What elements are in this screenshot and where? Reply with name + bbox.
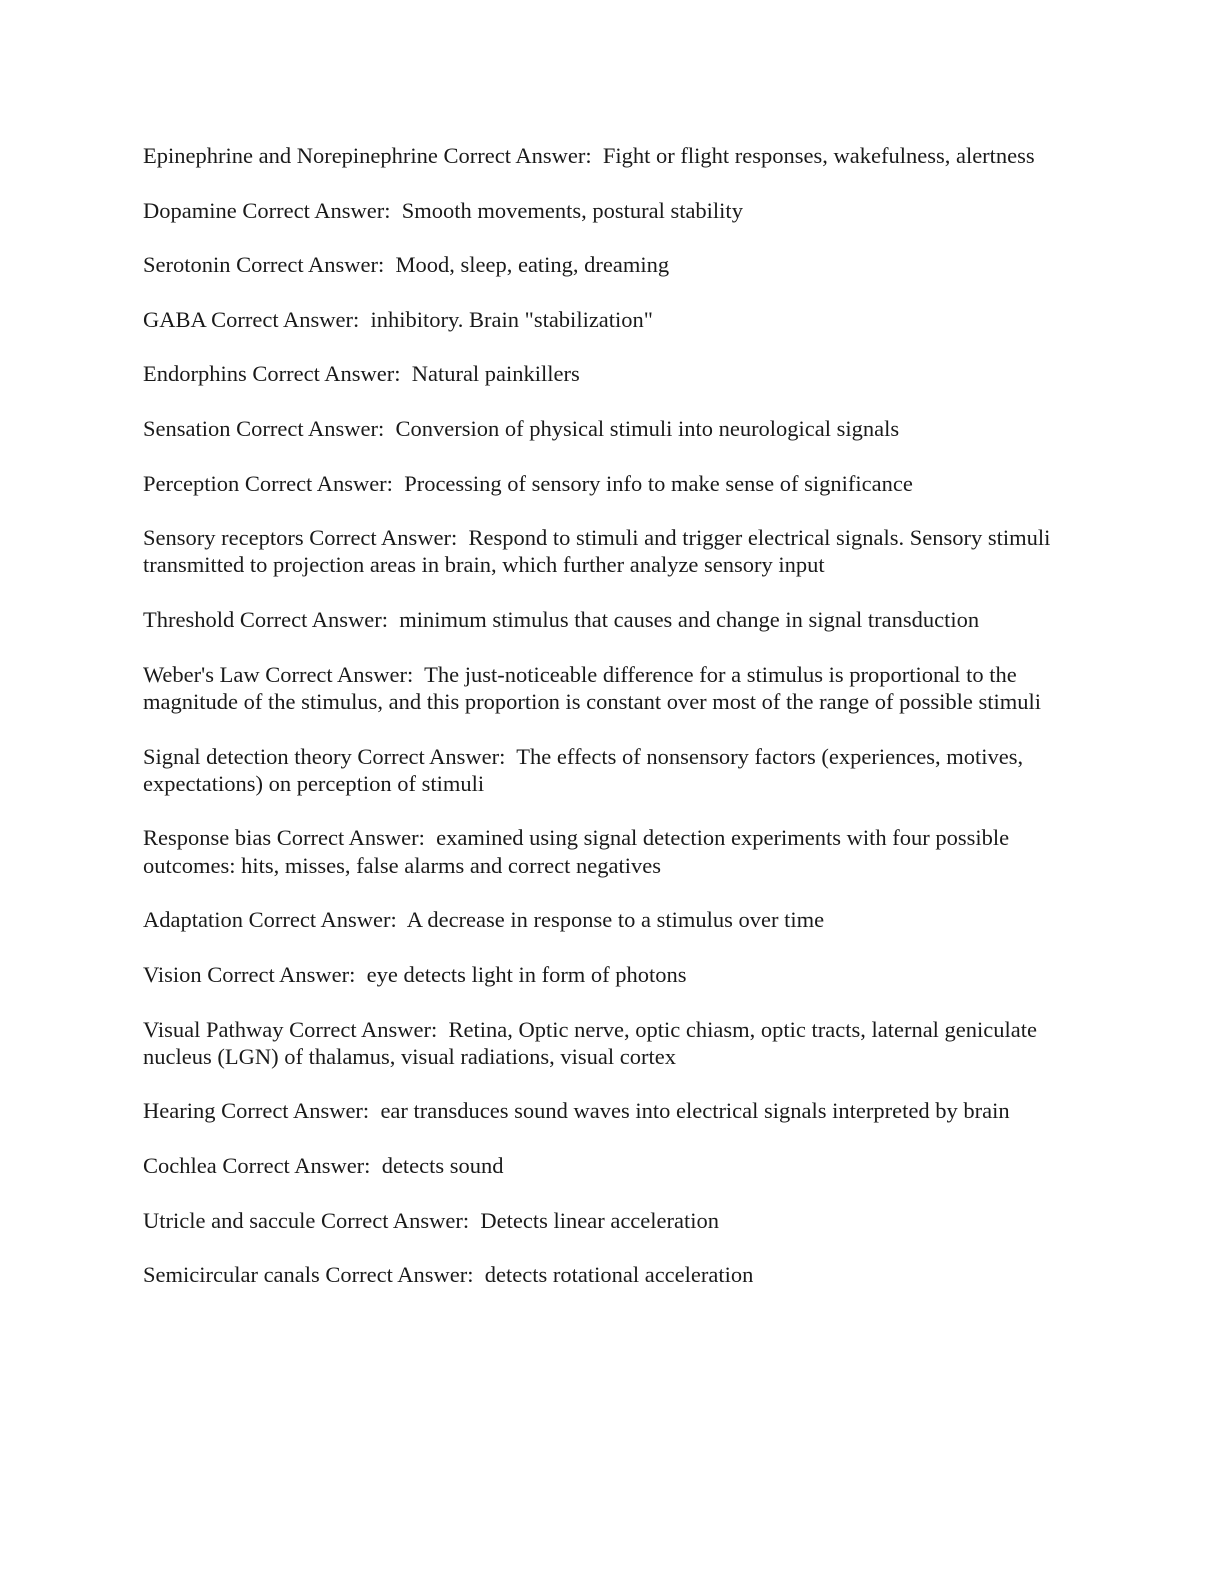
correct-answer-label: Correct Answer:	[319, 1262, 485, 1288]
correct-answer-label: Correct Answer:	[201, 961, 367, 987]
answer-text: detects rotational acceleration	[484, 1262, 754, 1288]
list-item	[143, 606, 1088, 633]
term-text: Semicircular canals	[143, 1262, 320, 1288]
answer-text: examined using signal detection experiments with four possible outcomes: hits, misses, false alarms and correct negatives	[143, 825, 1015, 878]
list-item	[143, 142, 1088, 169]
term-text: Sensation	[143, 415, 231, 441]
answer-text: eye detects light in form of photons	[366, 961, 687, 987]
correct-answer-label: Correct Answer:	[234, 607, 400, 633]
term-text: Visual Pathway	[143, 1016, 284, 1042]
list-item	[143, 824, 1088, 879]
correct-answer-label: Correct Answer:	[351, 743, 517, 769]
term-text: Endorphins	[143, 361, 247, 387]
list-item	[143, 360, 1088, 387]
list-item	[143, 1207, 1088, 1234]
answer-text: ear transduces sound waves into electrical signals interpreted by brain	[380, 1098, 1010, 1124]
correct-answer-label: Correct Answer:	[236, 197, 402, 223]
answer-text: detects sound	[381, 1152, 504, 1178]
term-text: Hearing	[143, 1098, 216, 1124]
term-text: Dopamine	[143, 197, 237, 223]
correct-answer-label: Correct Answer:	[242, 907, 407, 933]
answer-text: Detects linear acceleration	[480, 1207, 719, 1233]
list-item	[143, 961, 1088, 988]
correct-answer-label: Correct Answer:	[215, 1098, 381, 1124]
list-item	[143, 743, 1088, 798]
term-text: Serotonin	[143, 252, 231, 278]
term-text: Response bias	[143, 825, 272, 851]
list-item	[143, 906, 1088, 933]
correct-answer-label: Correct Answer:	[205, 306, 371, 332]
term-text: Signal detection theory	[143, 743, 352, 769]
term-text: Weber's Law	[143, 661, 260, 687]
answer-text: Retina, Optic nerve, optic chiasm, optic tracts, laternal geniculate nucleus (LGN) of thalamus, visual radiations, visual cortex	[143, 1016, 1043, 1069]
term-text: Epinephrine and Norepinephrine	[143, 143, 438, 168]
correct-answer-label: Correct Answer:	[315, 1207, 481, 1233]
term-text: GABA	[143, 306, 206, 332]
term-text: Adaptation	[143, 907, 243, 933]
correct-answer-label: Correct Answer:	[230, 252, 396, 278]
answer-text: Processing of sensory info to make sense of significance	[404, 470, 913, 496]
term-text: Cochlea	[143, 1152, 217, 1178]
list-item	[143, 1016, 1088, 1071]
term-text: Vision	[143, 961, 202, 987]
answer-text: Respond to stimuli and trigger electrical signals. Sensory stimuli transmitted to projection areas in brain, which further analyze sensory input	[143, 525, 1056, 578]
list-item	[143, 661, 1088, 716]
answer-text: A decrease in response to a stimulus over time	[406, 907, 825, 933]
correct-answer-label: Correct Answer:	[239, 470, 405, 496]
list-item	[143, 1097, 1088, 1124]
correct-answer-label: Correct Answer:	[271, 825, 437, 851]
correct-answer-label: Correct Answer:	[246, 361, 412, 387]
list-item	[143, 415, 1088, 442]
answer-text: Natural painkillers	[411, 361, 580, 387]
answer-text: The just-noticeable difference for a stimulus is proportional to the magnitude of the stimulus, and this proportion is constant over most of the range of possible stimuli	[143, 661, 1042, 714]
answer-text: Smooth movements, postural stability	[401, 197, 743, 223]
answer-text: The effects of nonsensory factors (experiences, motives, expectations) on perception of stimuli	[143, 743, 1029, 796]
term-text: Threshold	[143, 607, 235, 633]
list-item	[143, 251, 1088, 278]
answer-text: Fight or flight responses, wakefulness, alertness	[602, 143, 1035, 168]
term-text: Perception	[143, 470, 240, 496]
term-text: Utricle and saccule	[143, 1207, 316, 1233]
correct-answer-label: Correct Answer:	[303, 525, 469, 551]
answer-text: Mood, sleep, eating, dreaming	[395, 252, 670, 278]
correct-answer-label: Correct Answer:	[259, 661, 425, 687]
list-item	[143, 470, 1088, 497]
correct-answer-label: Correct Answer:	[437, 143, 603, 168]
answer-text: inhibitory. Brain "stabilization"	[370, 306, 653, 332]
correct-answer-label: Correct Answer:	[283, 1016, 449, 1042]
list-item	[143, 306, 1088, 333]
answer-text: minimum stimulus that causes and change in signal transduction	[399, 607, 980, 633]
list-item	[143, 524, 1088, 579]
correct-answer-label: Correct Answer:	[230, 415, 396, 441]
list-item	[143, 1152, 1088, 1179]
answer-text: Conversion of physical stimuli into neurological signals	[395, 415, 900, 441]
flashcard-list	[143, 142, 1088, 1316]
list-item	[143, 197, 1088, 224]
list-item	[143, 1261, 1088, 1288]
term-text: Sensory receptors	[143, 525, 304, 551]
correct-answer-label: Correct Answer:	[216, 1152, 382, 1178]
